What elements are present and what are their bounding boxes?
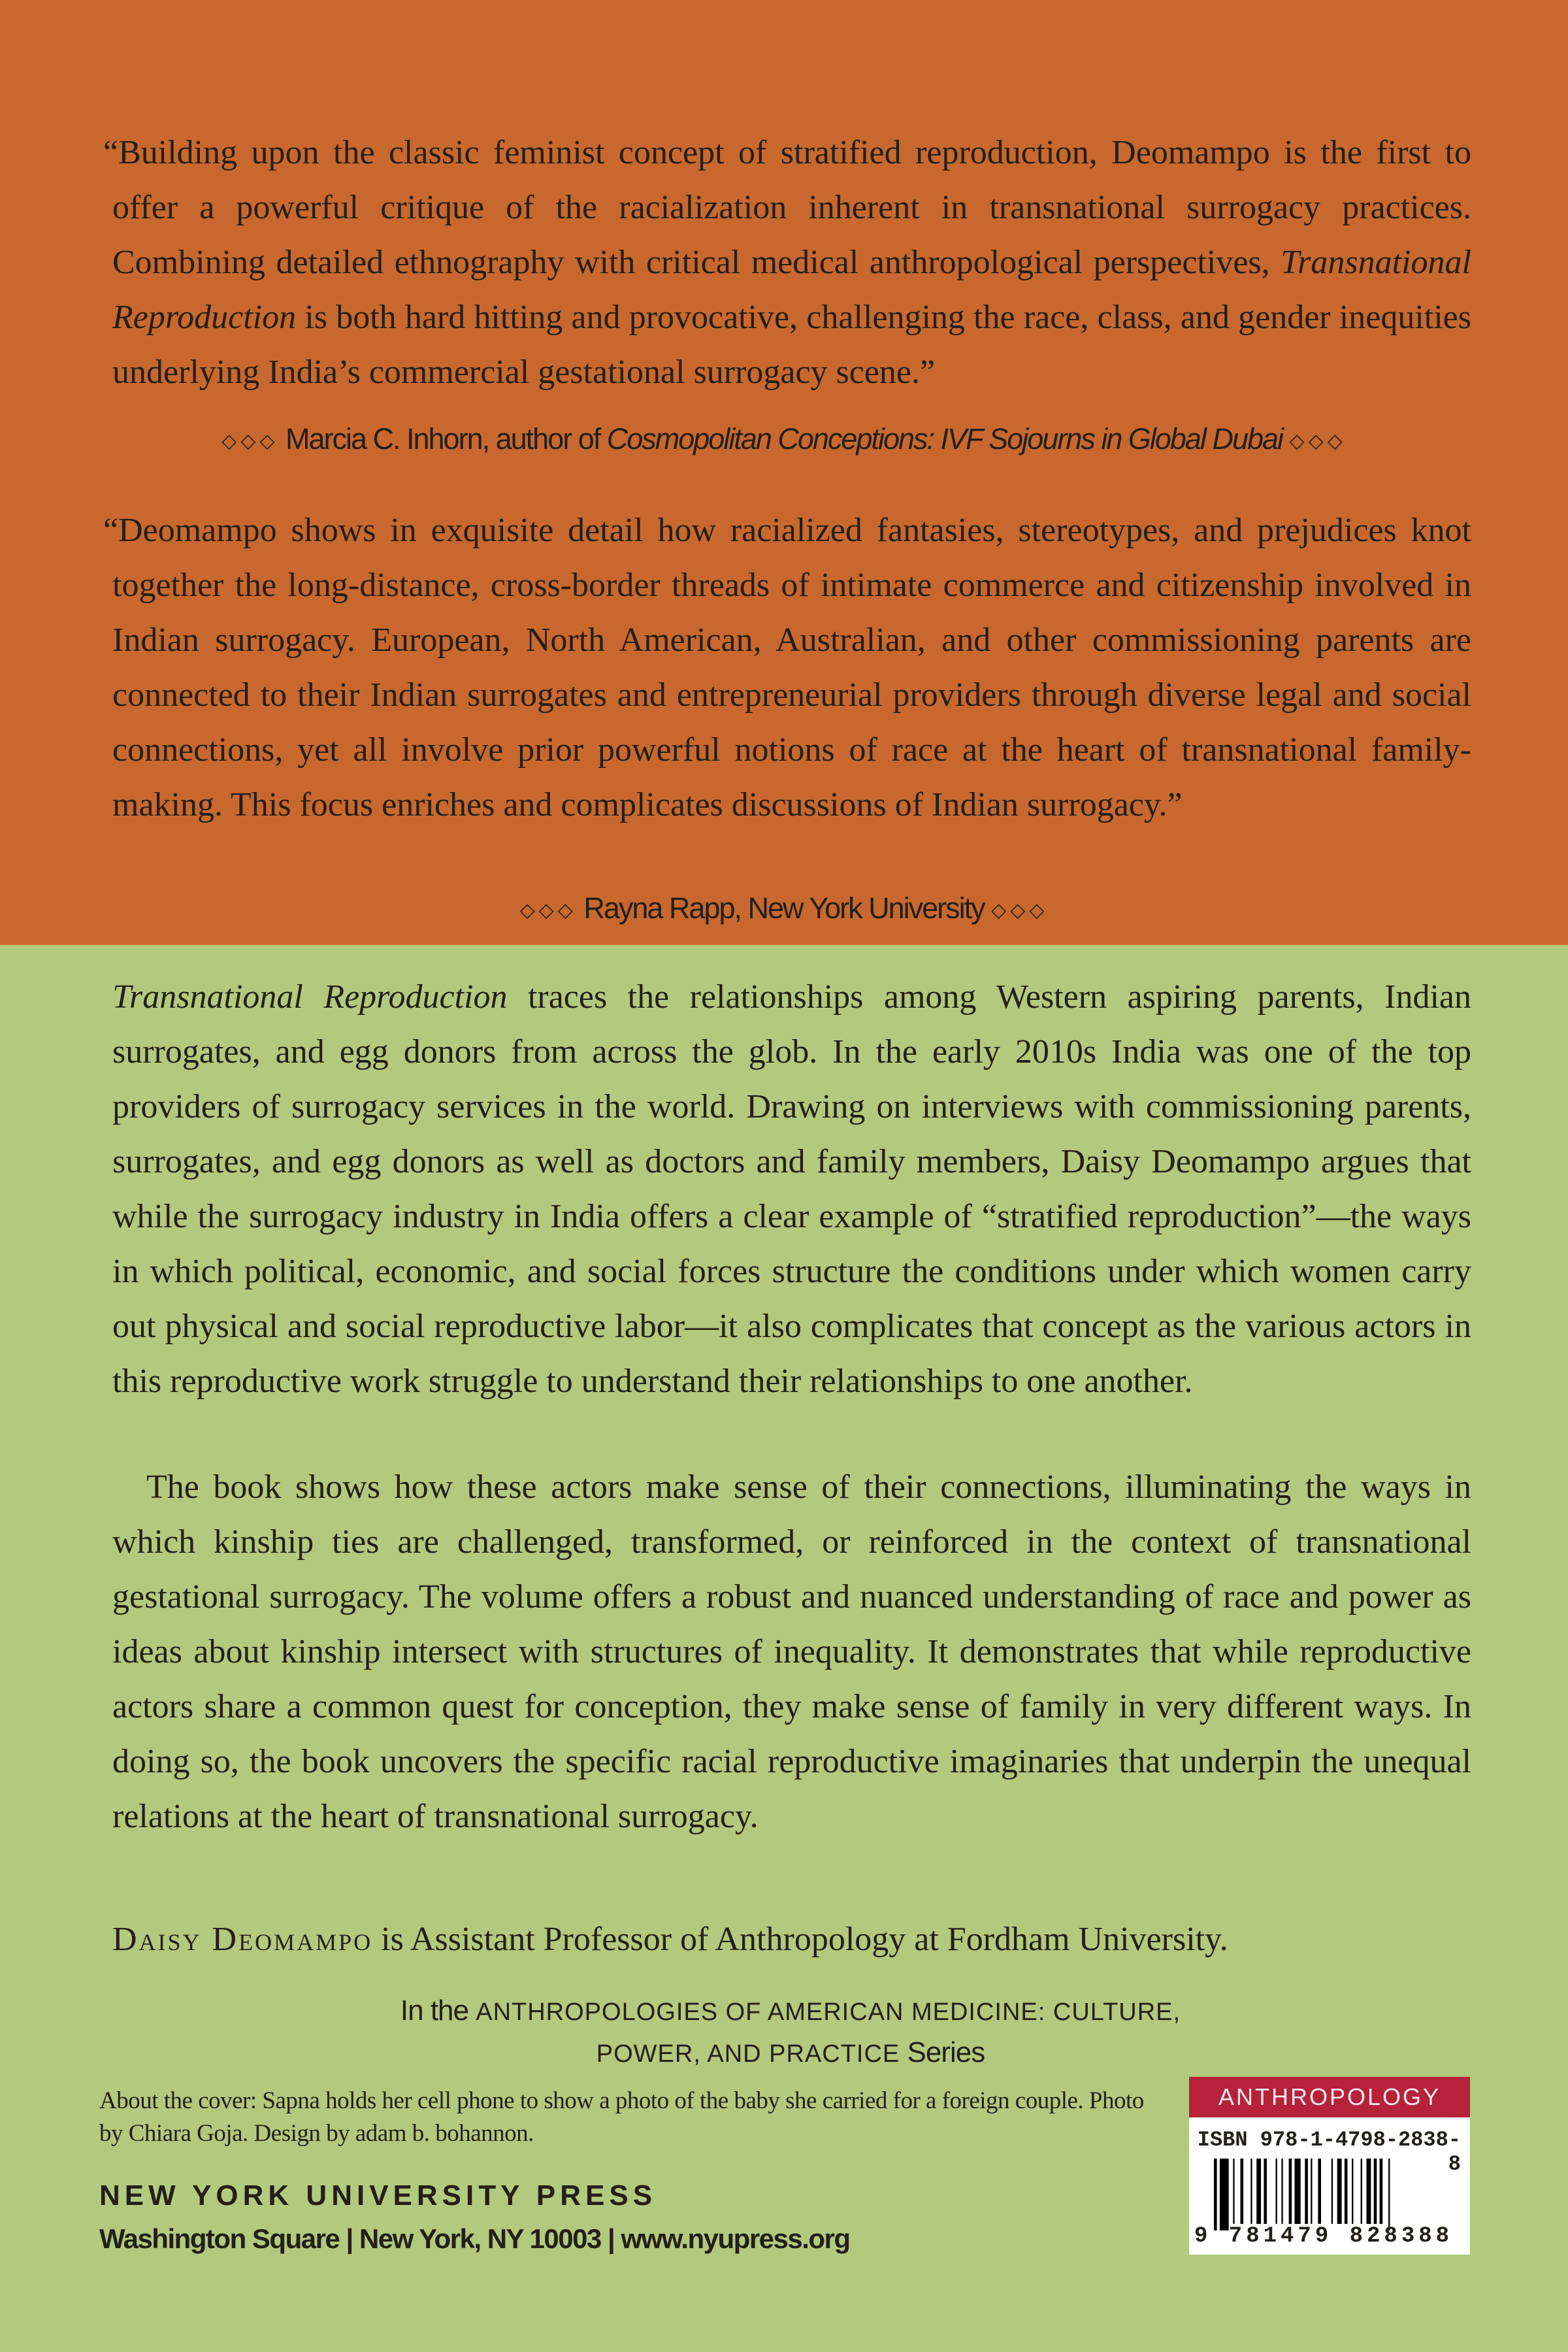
barcode-bar (1250, 2159, 1252, 2224)
description-paragraph-1 (112, 970, 1471, 1409)
book-title: Transnational Reproduction (112, 244, 1471, 336)
barcode-bar (1214, 2159, 1217, 2230)
about-the-cover: About the cover: Sapna holds her cell phone to show a photo of the baby she carried for a foreign couple. Photo by Chiara Goja. Design by adam b. bohannon. (99, 2087, 1144, 2147)
barcode-bar (1264, 2159, 1267, 2224)
barcode-bar (1361, 2159, 1362, 2224)
author-bio-text: is Assistant Professor of Anthropology at Fordham University. (372, 1921, 1228, 1958)
publisher-name: NEW YORK UNIVERSITY PRESS (99, 2179, 657, 2211)
series-name: ANTHROPOLOGIES OF AMERICAN MEDICINE: CULTURE, (476, 1998, 1181, 2026)
ornament-icon: ◇◇◇ (991, 899, 1049, 921)
endorsement-quote-2: “Deomampo shows in exquisite detail how racialized fantasies, stereotypes, and prejudices knot together the long-distance, cross-border threads of intimate commerce and citizenship involved in Indian surrogacy. European, North American, Australian, and other commissioning parents are connected to their Indian surrogates and entrepreneurial providers through diverse legal and social connections, yet all involve prior powerful notions of race at the heart of transnational family-making. This focus enriches and complicates discussions of Indian surrogacy.” (103, 512, 1471, 823)
attribution-name: Marcia C. Inhorn, author of (285, 422, 607, 455)
author-name: Daisy Deomampo (112, 1921, 373, 1958)
barcode-bar (1289, 2159, 1292, 2224)
category-label: ANTHROPOLOGY (1189, 2077, 1470, 2117)
ornament-icon: ◇◇◇ (1289, 430, 1347, 452)
endorsement-attribution-1 (0, 422, 1568, 456)
isbn-label: ISBN 978-1-4798-2838-8 (1197, 2128, 1461, 2176)
barcode-bar (1331, 2159, 1333, 2224)
endorsement-quote-1 (103, 125, 1471, 400)
barcode-bar (1380, 2159, 1383, 2224)
series-prefix: In the (400, 1995, 476, 2027)
endorsement-attribution-2 (0, 891, 1568, 925)
book-title: Transnational Reproduction (112, 978, 508, 1016)
barcode-bar (1276, 2159, 1277, 2224)
barcode-icon (1189, 2159, 1470, 2230)
barcode-bar (1374, 2159, 1377, 2224)
ornament-icon: ◇◇◇ (519, 899, 577, 921)
quote-text: is both hard hitting and provocative, challenging the race, class, and gender inequities underlying India’s commercial gestational surrogacy scene.” (112, 299, 1471, 391)
series-note (366, 1991, 1215, 2074)
barcode-bar (1233, 2159, 1234, 2224)
quote-text: “Building upon the classic feminist concept of stratified reproduction, Deomampo is the first to offer a powerful critique of the racialization inherent in transnational surrogacy practices. Combining detailed ethnography with critical medical anthropological perspectives, (103, 134, 1471, 281)
barcode-bar (1281, 2159, 1282, 2224)
barcode-bar (1318, 2159, 1321, 2224)
barcode-bar (1241, 2159, 1244, 2224)
barcode-bar (1256, 2159, 1261, 2224)
barcode-bar (1220, 2159, 1229, 2230)
barcode-bar (1305, 2159, 1308, 2224)
series-name: POWER, AND PRACTICE (596, 2040, 900, 2068)
barcode-bar (1345, 2159, 1348, 2224)
description-paragraph-2: The book shows how these actors make sense of their connections, illuminating the ways in which kinship ties are challenged, transformed, or reinforced in the context of transnational gestational surrogacy. The volume offers a robust and nuanced understanding of race and power as ideas about kinship intersect with structures of inequality. It demonstrates that while reproductive actors share a common quest for conception, they make sense of family in very different ways. In doing so, the book uncovers the specific racial reproductive imaginaries that underpin the unequal relations at the heart of transnational surrogacy. (112, 1468, 1471, 1835)
barcode-bar (1337, 2159, 1342, 2224)
publisher-address: Washington Square | New York, NY 10003 | www.nyupress.org (99, 2223, 850, 2254)
barcode-bar (1388, 2159, 1390, 2230)
barcode-bar (1352, 2159, 1353, 2224)
barcode-box (1189, 2077, 1470, 2255)
ornament-icon: ◇◇◇ (221, 430, 279, 452)
barcode-bar (1311, 2159, 1312, 2224)
attribution-name: Rayna Rapp, New York University (583, 891, 985, 925)
description-text: traces the relationships among Western aspiring parents, Indian surrogates, and egg donors from across the glob. In the early 2010s India was one of the top providers of surrogacy services in the world. Drawing on interviews with commissioning parents, surrogates, and egg donors as well as doctors and family members, Daisy Deomampo argues that while the surrogacy industry in India offers a clear example of “stratified reproduction”—the ways in which political, economic, and social forces structure the conditions under which women carry out physical and social reproductive labor—it also complicates that concept as the various actors in this reproductive work struggle to understand their relationships to one another. (112, 978, 1471, 1400)
barcode-bar (1367, 2159, 1371, 2224)
barcode-bar (1295, 2159, 1301, 2224)
series-suffix: Series (900, 2036, 985, 2068)
author-bio (112, 1912, 1471, 1967)
attribution-book-title: Cosmopolitan Conceptions: IVF Sojourns in Global Dubai (606, 422, 1283, 455)
barcode-digits: 9 781479 828388 (1194, 2224, 1454, 2249)
